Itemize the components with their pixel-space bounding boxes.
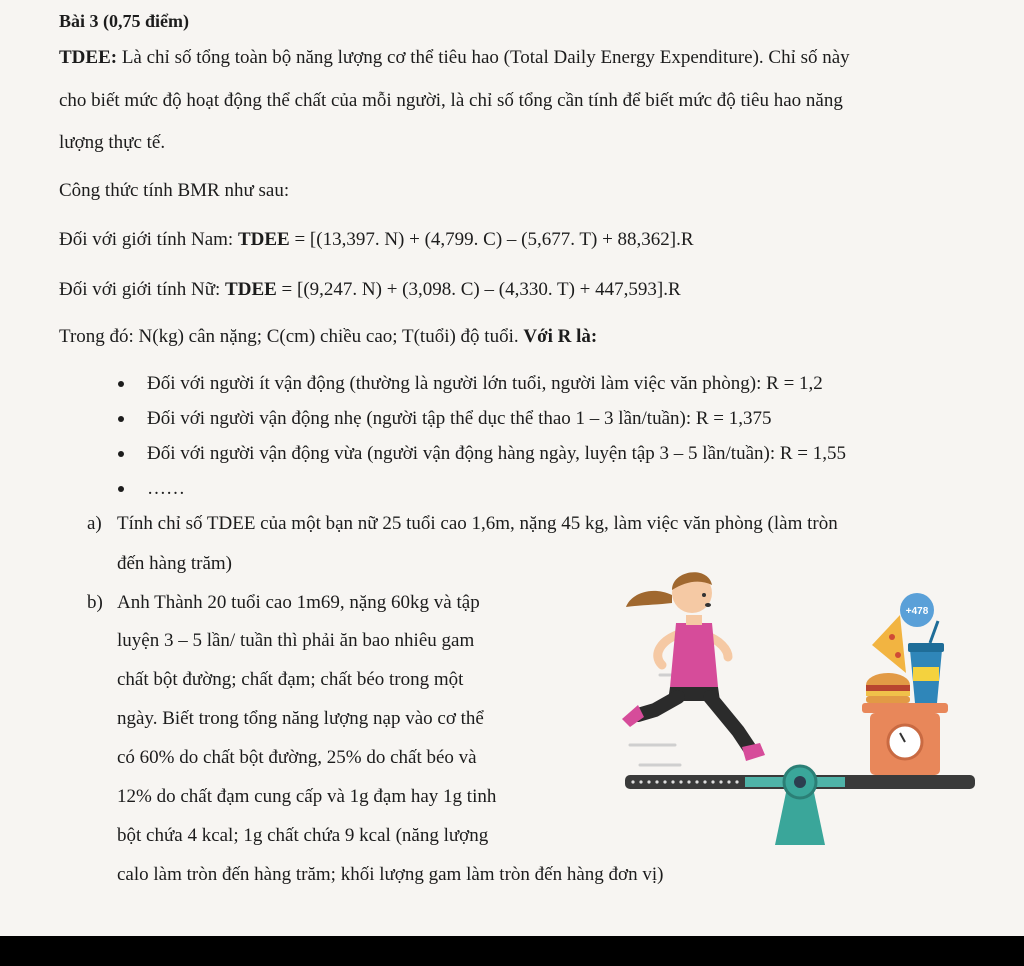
part-a-line-1: Tính chỉ số TDEE của một bạn nữ 25 tuổi cao 1,6m, nặng 45 kg, làm việc văn phòng (làm tròn bbox=[117, 513, 838, 534]
part-b-line-4: ngày. Biết trong tổng năng lượng nạp vào cơ thể bbox=[117, 708, 484, 729]
part-a-marker: a) bbox=[87, 513, 102, 534]
part-b-line-3: chất bột đường; chất đạm; chất béo trong một bbox=[117, 669, 464, 690]
where-text: Trong đó: N(kg) cân nặng; C(cm) chiều cao; T(tuổi) độ tuổi. bbox=[59, 326, 524, 347]
bullet-item-2: Đối với người vận động nhẹ (người tập thể dục thể thao 1 – 3 lần/tuần): R = 1,375 bbox=[147, 408, 772, 429]
bullet-item-1: Đối với người ít vận động (thường là người lớn tuổi, người làm việc văn phòng): R = 1,2 bbox=[147, 373, 823, 394]
part-a-line-2: đến hàng trăm) bbox=[117, 553, 233, 574]
drink-icon bbox=[908, 621, 944, 703]
calorie-badge-text: +478 bbox=[905, 606, 929, 617]
exercise-title: Bài 3 (0,75 điểm) bbox=[59, 11, 189, 31]
intro-line-3: lượng thực tế. bbox=[59, 132, 166, 153]
intro-term: TDEE: bbox=[59, 47, 118, 68]
pizza-icon bbox=[872, 615, 906, 673]
part-b-line-2: luyện 3 – 5 lần/ tuần thì phải ăn bao nhiêu gam bbox=[117, 630, 475, 651]
intro-text-1: Là chỉ số tổng toàn bộ năng lượng cơ thể tiêu hao (Total Daily Energy Expenditure). Chỉ số này bbox=[117, 47, 850, 68]
bullet-dot bbox=[118, 381, 124, 387]
bullet-dot bbox=[118, 416, 124, 422]
formula-female-label: TDEE bbox=[225, 279, 277, 300]
runner-seesaw-food-illustration bbox=[600, 555, 1000, 875]
formula-heading: Công thức tính BMR như sau: bbox=[59, 180, 290, 201]
where-line bbox=[59, 325, 597, 349]
bullet-dot bbox=[118, 486, 124, 492]
part-b-line-1: Anh Thành 20 tuổi cao 1m69, nặng 60kg và tập bbox=[117, 592, 480, 613]
burger-icon bbox=[866, 673, 910, 703]
part-b-line-6: 12% do chất đạm cung cấp và 1g đạm hay 1g tinh bbox=[117, 786, 497, 807]
bullet-item-3: Đối với người vận động vừa (người vận động hàng ngày, luyện tập 3 – 5 lần/tuần): R = 1,55 bbox=[147, 443, 847, 464]
part-b-line-7: bột chứa 4 kcal; 1g chất chứa 9 kcal (năng lượng bbox=[117, 825, 489, 846]
formula-male-prefix: Đối với giới tính Nam: bbox=[59, 229, 238, 250]
part-b-last-line: calo làm tròn đến hàng trăm; khối lượng gam làm tròn đến hàng đơn vị) bbox=[117, 864, 664, 885]
intro-line-2: cho biết mức độ hoạt động thể chất của mỗi người, là chỉ số tổng cần tính để biết mức độ tiêu hao năng bbox=[59, 90, 843, 111]
formula-female-prefix: Đối với giới tính Nữ: bbox=[59, 279, 226, 300]
formula-female bbox=[59, 278, 681, 302]
part-b-line-5: có 60% do chất bột đường, 25% do chất béo và bbox=[117, 747, 477, 768]
formula-male-label: TDEE bbox=[237, 229, 290, 250]
intro-line-1 bbox=[59, 46, 850, 70]
formula-male bbox=[59, 228, 694, 252]
runner-icon bbox=[622, 572, 765, 761]
part-b-marker: b) bbox=[87, 592, 103, 613]
bullet-item-4: …… bbox=[147, 478, 185, 499]
formula-male-expr: = [(13,397. N) + (4,799. C) – (5,677. T) + 88,362].R bbox=[289, 229, 694, 250]
where-bold: Với R là: bbox=[523, 326, 598, 347]
formula-female-expr: = [(9,247. N) + (3,098. C) – (4,330. T) + 447,593].R bbox=[276, 279, 681, 300]
bullet-dot bbox=[118, 451, 124, 457]
